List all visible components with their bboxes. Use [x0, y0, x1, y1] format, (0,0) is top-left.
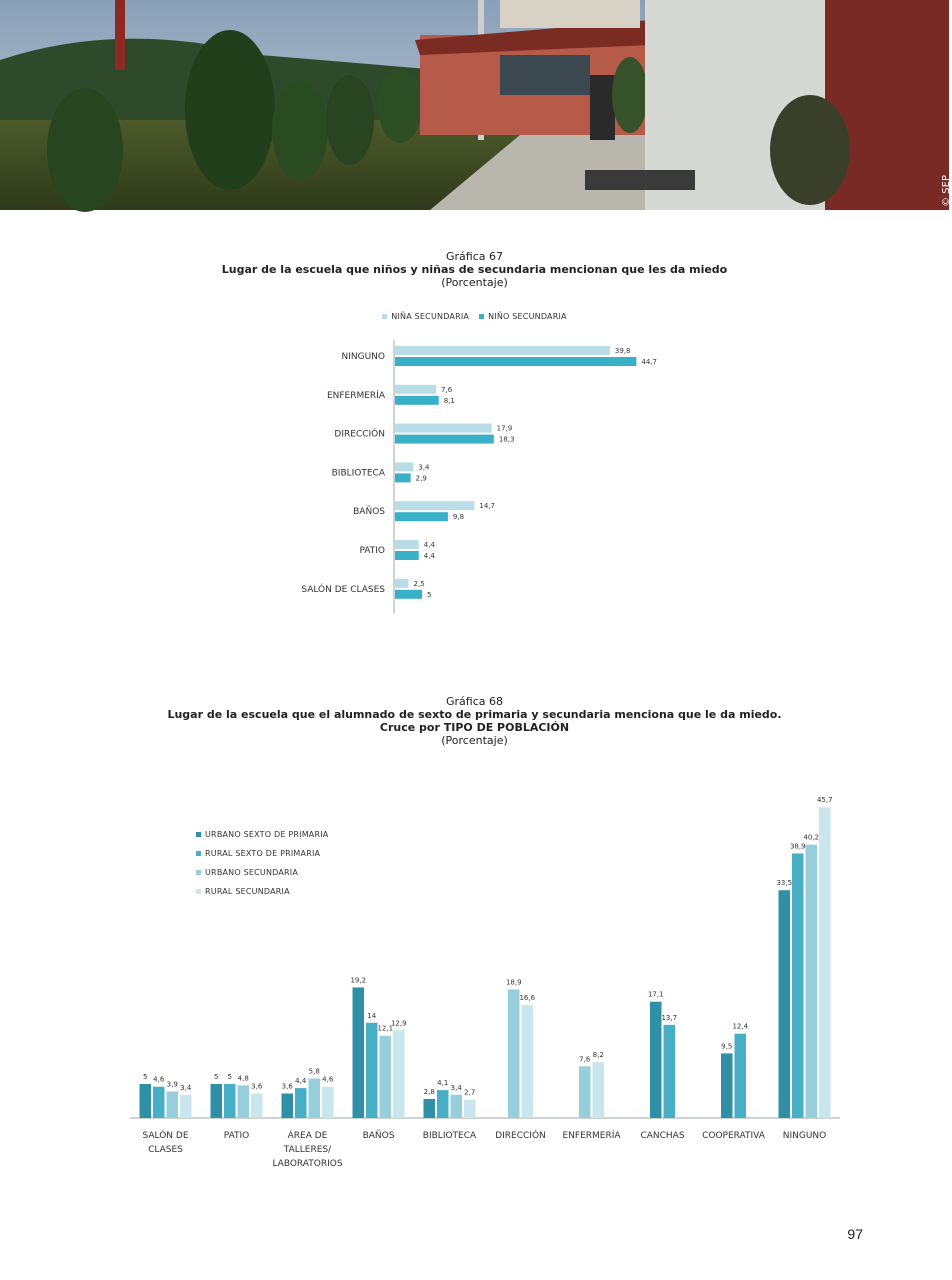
chart68-value-label: 4,8 [237, 1074, 249, 1083]
chart68-bar [508, 989, 520, 1118]
chart68-category-label: BAÑOS [362, 1131, 395, 1141]
chart67-category-label: BAÑOS [353, 507, 385, 518]
chart68-bar [322, 1087, 334, 1118]
chart67-bar [395, 385, 436, 394]
chart68-bar [366, 1023, 378, 1118]
chart68-category-label: DIRECCIÓN [495, 1131, 546, 1141]
chart68-bar [806, 845, 818, 1118]
chart67-value-label: 2,5 [413, 579, 425, 588]
chart68-category-label: CANCHAS [640, 1131, 685, 1141]
chart68-value-label: 2,8 [423, 1087, 435, 1096]
chart68-value-label: 9,5 [721, 1042, 733, 1051]
chart67-bar [395, 424, 492, 433]
chart68-value-label: 4,1 [437, 1079, 449, 1088]
chart68-value-label: 14 [367, 1011, 377, 1020]
chart67-legend-label: NIÑA SECUNDARIA [391, 312, 470, 321]
chart68-legend-label: RURAL SECUNDARIA [205, 887, 290, 896]
chart68-legend-item [196, 887, 328, 896]
chart67-number: Gráfica 67 [446, 250, 503, 263]
chart68-category-label: SALÓN DE [142, 1131, 189, 1141]
chart68-value-label: 5,8 [308, 1067, 320, 1076]
chart68-bar [593, 1062, 605, 1118]
chart68-number: Gráfica 68 [446, 695, 503, 708]
chart68-value-label: 3,6 [251, 1082, 263, 1091]
chart68-bar [180, 1095, 192, 1118]
legend-swatch-icon [196, 832, 201, 837]
chart68-legend [196, 830, 328, 906]
chart68-bar [779, 890, 791, 1118]
header-photo [0, 0, 952, 210]
chart67-category-label: BIBLIOTECA [331, 468, 385, 479]
chart68-value-label: 3,4 [450, 1083, 462, 1092]
chart68-category-label: ÁREA DE [287, 1131, 328, 1141]
photo-credit: © SEP [941, 175, 952, 207]
page-number: 97 [847, 1226, 863, 1242]
chart68-legend-item [196, 849, 328, 858]
chart68-bar [650, 1002, 662, 1118]
chart68-category-label: PATIO [223, 1131, 250, 1141]
chart67-value-label: 4,4 [423, 541, 435, 549]
chart67-value-label: 18,3 [498, 435, 515, 444]
chart68-bar [295, 1088, 307, 1118]
chart68-legend-item [196, 830, 328, 839]
chart67-plot [0, 300, 949, 630]
chart68-bar [792, 853, 804, 1118]
chart68-bar [721, 1053, 733, 1118]
chart68-bar [238, 1085, 250, 1118]
chart68-value-label: 12,9 [390, 1019, 407, 1028]
chart68-value-label: 5 [227, 1073, 232, 1081]
chart68-value-label: 45,7 [816, 796, 833, 805]
chart67-value-label: 8,1 [443, 396, 455, 405]
chart68-value-label: 4,4 [295, 1077, 307, 1086]
chart67-value-label: 14,7 [479, 502, 495, 511]
chart68-value-label: 4,6 [322, 1075, 334, 1084]
chart68-bar [251, 1094, 263, 1118]
chart68-bar [579, 1066, 591, 1118]
chart67-value-label: 17,9 [496, 424, 513, 433]
chart68-bar [393, 1030, 405, 1118]
chart67-bar [395, 579, 409, 588]
chart68-legend-label: URBANO SEXTO DE PRIMARIA [205, 830, 329, 839]
legend-swatch-icon [196, 851, 201, 856]
chart68-legend-label: RURAL SEXTO DE PRIMARIA [205, 849, 321, 858]
chart67-title-block [0, 250, 949, 289]
chart68-title: Lugar de la escuela que el alumnado de sexto de primaria y secundaria menciona que le da miedo. [167, 708, 782, 721]
legend-swatch-icon [196, 889, 201, 894]
chart68-value-label: 16,6 [519, 994, 536, 1003]
chart68-value-label: 17,1 [647, 990, 664, 999]
chart67-legend-label: NIÑO SECUNDARIA [488, 312, 567, 321]
chart67-value-label: 2,9 [415, 474, 427, 483]
chart68-bar [437, 1090, 449, 1118]
chart68-category-label: ENFERMERÍA [562, 1131, 621, 1141]
chart67-title: Lugar de la escuela que niños y niñas de secundaria mencionan que les da miedo [221, 263, 728, 276]
chart68-category-label: CLASES [148, 1145, 183, 1155]
chart68-bar [522, 1005, 534, 1118]
chart68-bar [211, 1084, 223, 1118]
chart68-plot [0, 760, 949, 1190]
chart68-bar [282, 1094, 294, 1118]
chart68-category-label: NINGUNO [782, 1131, 827, 1141]
chart67-value-label: 5 [427, 590, 432, 599]
chart68-bar [167, 1091, 179, 1118]
chart68-value-label: 3,4 [180, 1083, 192, 1092]
chart67-subtitle: (Porcentaje) [441, 276, 508, 289]
chart67-value-label: 7,6 [441, 385, 453, 394]
chart68-value-label: 3,6 [281, 1082, 293, 1091]
chart68-bar [451, 1095, 463, 1118]
chart68-bar [464, 1100, 476, 1118]
chart68-bar [153, 1087, 165, 1118]
chart67-bar [395, 540, 419, 549]
chart68-category-label: LABORATORIOS [272, 1159, 343, 1169]
chart68-value-label: 13,7 [661, 1013, 678, 1022]
chart68-bar [380, 1036, 392, 1118]
chart67-bar [395, 551, 419, 560]
chart68-bar [664, 1025, 676, 1118]
chart68-value-label: 5 [214, 1073, 219, 1081]
school-courtyard-photo [0, 0, 949, 210]
chart67-bar [395, 501, 474, 510]
chart68-title-line2: Cruce por TIPO DE POBLACIÓN [379, 721, 570, 734]
chart68-bar [424, 1099, 436, 1118]
chart68-value-label: 3,9 [166, 1080, 178, 1089]
chart67-category-label: SALÓN DE CLASES [301, 584, 385, 595]
chart68-bar [819, 807, 831, 1118]
chart68-value-label: 33,5 [776, 879, 793, 888]
chart68-category-label: COOPERATIVA [702, 1131, 765, 1141]
chart67-value-label: 3,4 [418, 463, 430, 472]
chart67-bar [395, 435, 494, 444]
chart68-value-label: 8,2 [592, 1051, 604, 1060]
chart68-title-block [0, 695, 949, 747]
chart67-category-label: PATIO [359, 546, 385, 556]
chart68-value-label: 4,6 [153, 1075, 165, 1084]
legend-swatch-icon [196, 870, 201, 875]
chart67-bar [395, 346, 610, 355]
chart68-value-label: 7,6 [579, 1055, 591, 1064]
chart68-bar [140, 1084, 152, 1118]
chart68-value-label: 40,2 [803, 833, 820, 842]
chart67-value-label: 39,8 [614, 347, 631, 355]
chart68-legend-item [196, 868, 328, 877]
chart68-value-label: 2,7 [464, 1088, 476, 1097]
chart67-value-label: 4,4 [423, 552, 435, 560]
chart68-value-label: 12,1 [377, 1024, 394, 1033]
chart67-bar [395, 357, 636, 366]
chart67-category-label: NINGUNO [341, 352, 385, 362]
chart67-bar [395, 462, 413, 471]
chart68-value-label: 19,2 [350, 976, 367, 985]
chart68-bar [735, 1034, 747, 1118]
chart68-bar [353, 987, 365, 1118]
chart67-bar [395, 512, 448, 521]
chart68-bar [224, 1084, 236, 1118]
chart67-value-label: 44,7 [641, 358, 657, 366]
chart68-category-label: BIBLIOTECA [422, 1131, 477, 1141]
chart68-value-label: 12,4 [732, 1022, 749, 1031]
chart68-category-label: TALLERES/ [283, 1145, 332, 1155]
chart68-legend-label: URBANO SECUNDARIA [205, 868, 299, 877]
chart67-bar [395, 473, 411, 482]
chart68-bar [309, 1079, 321, 1118]
chart68-subtitle: (Porcentaje) [441, 734, 508, 747]
chart67-category-label: DIRECCIÓN [334, 429, 385, 440]
chart67-bar [395, 396, 439, 405]
chart68-value-label: 5 [143, 1073, 148, 1081]
chart68-value-label: 38,9 [789, 842, 806, 851]
chart67-value-label: 9,8 [452, 513, 465, 522]
chart67-bar [395, 590, 422, 599]
chart68-value-label: 18,9 [505, 978, 522, 987]
chart67-category-label: ENFERMERÍA [326, 390, 385, 401]
